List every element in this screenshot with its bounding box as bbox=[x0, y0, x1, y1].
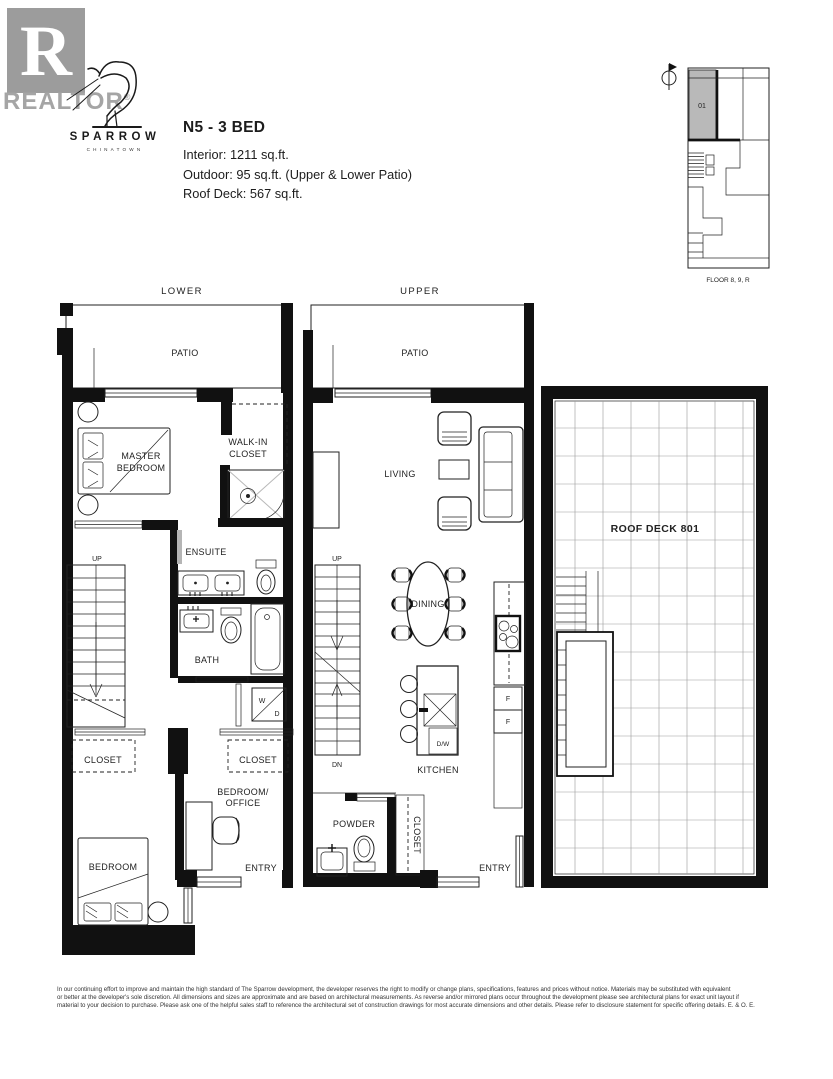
unit-interior: Interior: 1211 sq.ft. bbox=[183, 147, 289, 162]
master-bedroom-label-2: BEDROOM bbox=[116, 463, 166, 473]
upper-patio-label: PATIO bbox=[401, 348, 429, 358]
upper-stairs bbox=[315, 556, 360, 769]
keyplan-floor-label: FLOOR 8, 9, R bbox=[706, 277, 750, 284]
lower-entry bbox=[177, 863, 293, 923]
keyplan bbox=[662, 63, 769, 284]
dining-area bbox=[393, 562, 465, 646]
ensuite-label: ENSUITE bbox=[185, 547, 227, 557]
closet-left-label: CLOSET bbox=[84, 755, 122, 765]
washer-dryer bbox=[236, 684, 286, 726]
bedroom-office bbox=[186, 787, 269, 870]
lower-plan-title: LOWER bbox=[161, 286, 203, 297]
upper-stairs-up-label: UP bbox=[332, 556, 342, 563]
lower-patio bbox=[57, 303, 293, 393]
roof-hatch bbox=[557, 632, 613, 776]
lower-entry-label: ENTRY bbox=[245, 863, 277, 873]
dining-label: DINING bbox=[411, 599, 445, 609]
registered-trademark: ® bbox=[123, 92, 132, 102]
master-bedroom bbox=[78, 402, 170, 515]
bedroom-office-label-2: OFFICE bbox=[225, 798, 261, 808]
realtor-logo-letter: R bbox=[20, 10, 72, 91]
powder-label: POWDER bbox=[332, 819, 376, 829]
fridge-label-1: F bbox=[505, 696, 511, 703]
lower-stairs bbox=[67, 556, 125, 727]
roof-deck bbox=[541, 386, 768, 888]
walk-in-closet bbox=[228, 404, 287, 465]
sparrow-logo-name: SPARROW bbox=[69, 131, 161, 143]
kitchen bbox=[401, 582, 526, 808]
upper-stairs-dn-label: DN bbox=[331, 762, 343, 769]
shower bbox=[218, 465, 293, 527]
dishwasher-label: D/W bbox=[436, 741, 450, 748]
disclaimer-line-3: material to your decision to purchase. Please ask one of the helpful sales staff to reference the architectural set of construction drawings for most accurate dimensions and other details. Please refer to disclosure statement for specific offering details. E. & O. E. bbox=[57, 1002, 755, 1010]
closet-right-label: CLOSET bbox=[239, 755, 277, 765]
upper-entry bbox=[420, 836, 523, 888]
unit-title: N5 - 3 BED bbox=[183, 119, 266, 136]
disclaimer bbox=[57, 986, 797, 1011]
lower-stairs-up-label: UP bbox=[92, 556, 102, 563]
living-label: LIVING bbox=[384, 469, 416, 479]
ensuite bbox=[177, 530, 276, 596]
living-room bbox=[313, 412, 523, 530]
fridge-label-2: F bbox=[505, 719, 511, 726]
bedroom-office-label-1: BEDROOM/ bbox=[217, 787, 269, 797]
washer-label: W bbox=[258, 698, 266, 705]
bathroom bbox=[180, 604, 284, 674]
lower-bedroom bbox=[78, 838, 168, 925]
roof-deck-label: ROOF DECK 801 bbox=[610, 523, 700, 535]
walk-in-closet-label-1: WALK-IN bbox=[228, 437, 268, 447]
lower-plan bbox=[57, 286, 293, 955]
sparrow-logo-sub: CHINATOWN bbox=[86, 147, 144, 152]
north-arrow-icon bbox=[662, 63, 677, 90]
upper-closet-label: CLOSET bbox=[412, 816, 422, 854]
unit-roofdeck: Roof Deck: 567 sq.ft. bbox=[183, 186, 303, 201]
unit-outdoor: Outdoor: 95 sq.ft. (Upper & Lower Patio) bbox=[183, 166, 413, 182]
disclaimer-line-2: or better at the developer's sole discretion. All dimensions and sizes are approximate and are based on architectural measurements. As reverse and/or mirrored plans occur throughout the development please see architectural plans for exact unit layout if bbox=[57, 994, 740, 1002]
dryer-label: D bbox=[274, 711, 280, 718]
bedroom-label: BEDROOM bbox=[88, 862, 138, 872]
upper-entry-label: ENTRY bbox=[479, 863, 511, 873]
lower-patio-label: PATIO bbox=[171, 348, 199, 358]
disclaimer-line-1: In our continuing effort to improve and maintain the high standard of The Sparrow development, the developer reserves the right to modify or change plans, specifications, features and prices without notice. Materials may be substituted with equivalent bbox=[57, 986, 731, 993]
upper-plan bbox=[303, 286, 534, 888]
upper-plan-title: UPPER bbox=[400, 286, 440, 297]
master-bedroom-label-1: MASTER bbox=[121, 451, 161, 461]
kitchen-label: KITCHEN bbox=[417, 765, 459, 775]
powder-room bbox=[313, 793, 396, 876]
realtor-wordmark: REALTOR® bbox=[3, 88, 132, 115]
upper-closet bbox=[396, 795, 424, 875]
bath-label: BATH bbox=[194, 655, 220, 665]
walk-in-closet-label-2: CLOSET bbox=[229, 449, 267, 459]
keyplan-unit-label: 01 bbox=[698, 103, 706, 110]
